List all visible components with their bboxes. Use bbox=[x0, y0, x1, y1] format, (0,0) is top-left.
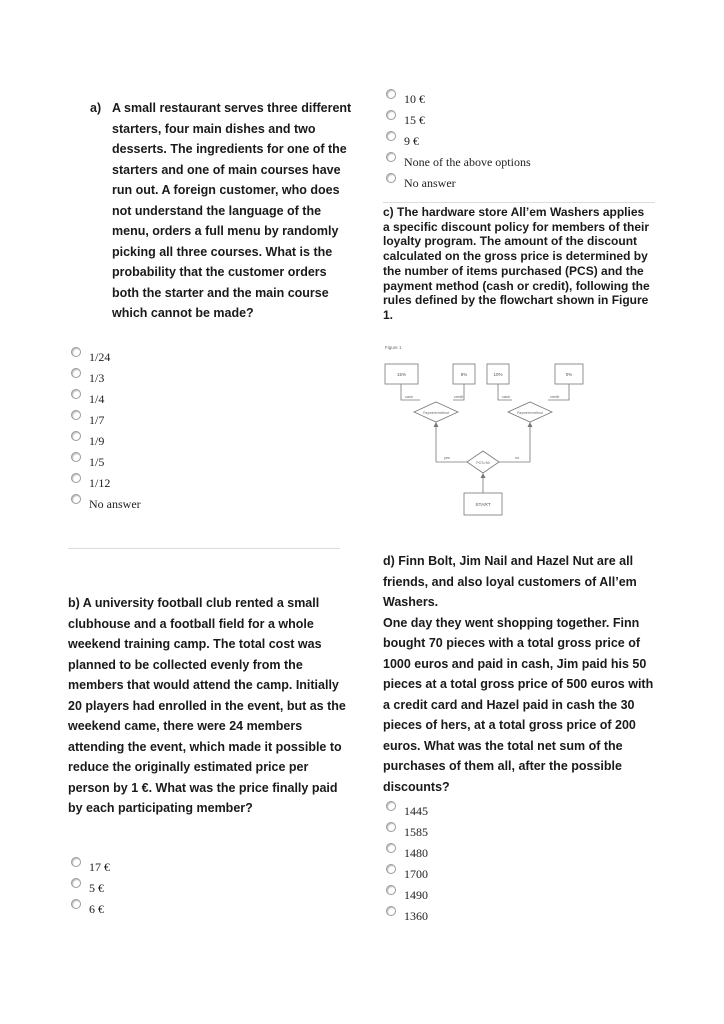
radio-button[interactable] bbox=[386, 801, 396, 811]
radio-button[interactable] bbox=[71, 389, 81, 399]
radio-button[interactable] bbox=[386, 822, 396, 832]
arrowhead bbox=[481, 473, 486, 478]
arrowhead bbox=[528, 422, 533, 427]
radio-button[interactable] bbox=[386, 864, 396, 874]
radio-button[interactable] bbox=[386, 885, 396, 895]
discount-label: 0% bbox=[565, 372, 573, 377]
discount-label: 8% bbox=[460, 372, 468, 377]
radio-button[interactable] bbox=[71, 452, 81, 462]
branch-label: no bbox=[515, 456, 520, 460]
decision-label: PCS>50 bbox=[476, 461, 490, 465]
radio-button[interactable] bbox=[71, 473, 81, 483]
radio-button[interactable] bbox=[386, 152, 396, 162]
radio-button[interactable] bbox=[71, 494, 81, 504]
question-b-text: b) A university football club rented a small clubhouse and a football field for a whole weekend training camp. The total cost was planned to be collected evenly from the members that would attend the camp. Initially 20 players had enrolled in the event, but as the weekend came, there were 24 members attending the event, which made it possible to reduce the originally estimated price per person by 1 €. What was the price finally paid by each participating member? bbox=[68, 596, 346, 815]
figure-caption: Figure 1 bbox=[385, 345, 402, 350]
question-c-text: c) The hardware store All’em Washers applies a specific discount policy for members of their loyalty program. The amount of the discount calculated on the gross price is determined by the number of items purchased (PCS) and the payment method (cash or credit), following the rules defined by the flowchart shown in Figure 1. bbox=[383, 205, 650, 322]
radio-button[interactable] bbox=[386, 173, 396, 183]
divider bbox=[383, 202, 655, 203]
radio-button[interactable] bbox=[71, 878, 81, 888]
branch-label: cash bbox=[502, 395, 511, 399]
branch-label: credit bbox=[454, 395, 464, 399]
radio-button[interactable] bbox=[386, 843, 396, 853]
question-a-text: A small restaurant serves three different starters, four main dishes and two desserts. The ingredients for one of the starters and one of main courses have run out. A foreign customer, who does not understand the language of the menu, orders a full menu by randomly picking all three courses. What is the probability that the customer orders both the starter and the main course which cannot be made? bbox=[112, 101, 352, 320]
discount-label: 15% bbox=[396, 372, 407, 377]
radio-button[interactable] bbox=[71, 368, 81, 378]
discount-label: 10% bbox=[493, 372, 503, 377]
radio-button[interactable] bbox=[71, 347, 81, 357]
question-d bbox=[383, 551, 663, 797]
discount-flowchart bbox=[380, 342, 590, 522]
decision-label: Payment method bbox=[423, 411, 449, 415]
branch-label: yes bbox=[444, 456, 450, 460]
radio-button[interactable] bbox=[71, 899, 81, 909]
radio-button[interactable] bbox=[386, 110, 396, 120]
question-d-text: One day they went shopping together. Finn bought 70 pieces with a total gross price of 1000 euros and paid in cash, Jim paid his 50 pieces at a total gross price of 500 euros with a credit card and Hazel paid in cash the 30 pieces of hers, at a total gross price of 200 euros. What was the total net sum of the purchases of them all, after the possible discounts? bbox=[383, 615, 654, 794]
arrowhead bbox=[434, 422, 439, 427]
branch-label: credit bbox=[550, 395, 560, 399]
start-label: START bbox=[475, 503, 491, 508]
radio-button[interactable] bbox=[71, 857, 81, 867]
radio-button[interactable] bbox=[386, 89, 396, 99]
divider bbox=[68, 548, 340, 549]
decision-label: Payment method bbox=[517, 411, 543, 415]
radio-button[interactable] bbox=[71, 410, 81, 420]
question-a-label: a) bbox=[90, 101, 102, 115]
radio-button[interactable] bbox=[386, 131, 396, 141]
radio-button[interactable] bbox=[386, 906, 396, 916]
branch-label: cash bbox=[405, 395, 414, 399]
question-d-intro: d) Finn Bolt, Jim Nail and Hazel Nut are all friends, and also loyal customers of All’em Washers. bbox=[383, 554, 637, 609]
radio-button[interactable] bbox=[71, 431, 81, 441]
